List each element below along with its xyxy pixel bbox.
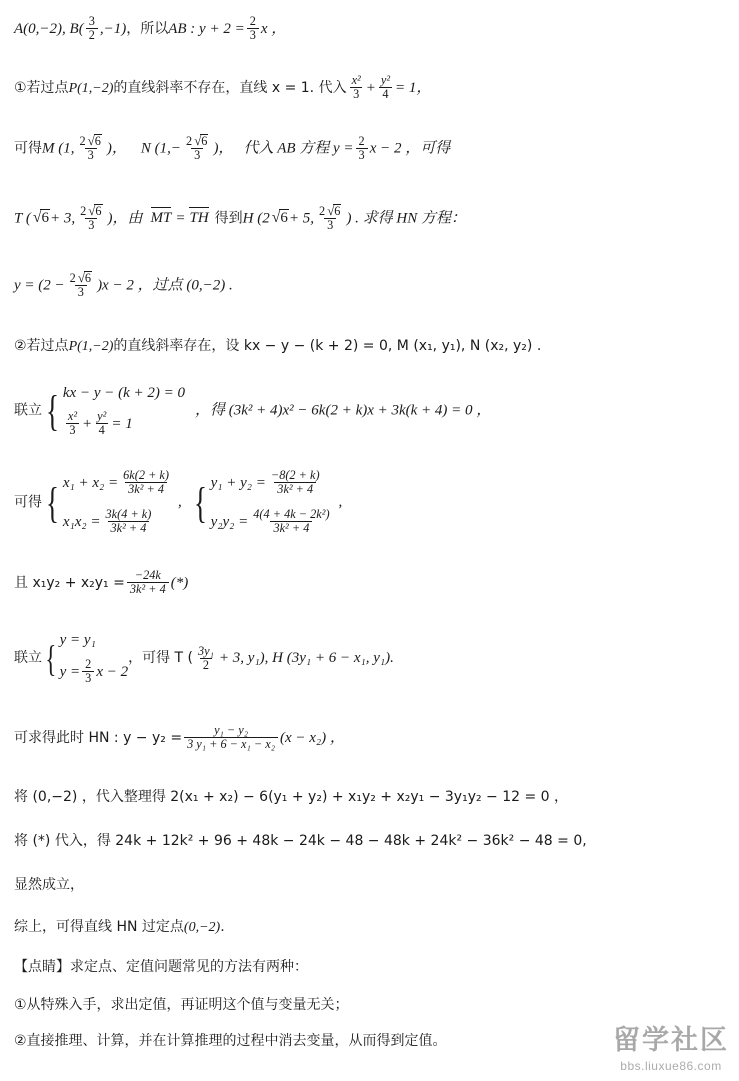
line4-part-b: + 3, [49,210,76,227]
text-line-14 [14,877,84,894]
fraction-prod-y: $\frac{\text{4(4 + 4k − 2k²)}}{\text{3k² + 4}}$ [253,507,330,536]
line4-part-f: + 5, [288,210,315,227]
line7-part-b: ，得 (3k² + 4)x² − 6k(2 + k)x + 3k(k + 4) = 0 ， [195,402,492,419]
line13-text: 将 (*) 代入，得 24k + 12k² + 96 + 48k − 24k − 48 − 48k + 24k² − 36k² − 48 = 0, [14,833,587,849]
text-line-6 [14,338,541,355]
text-line-7-system [14,385,491,437]
sqrt-6-d: √6 [88,203,102,219]
line10-part-c: + 3, y₁), H (3y₁ + 6 − x₁, y₁). [218,650,394,667]
watermark [613,1018,729,1073]
fraction-two-thirds-3: $\frac{2}{3}$ [82,658,94,685]
fraction-sum-y: $\frac{-8(2 + k)}{\text{3k² + 4}}$ [270,468,320,497]
text-line-11 [14,725,345,752]
system-1-equations [63,385,185,437]
text-line-5 [14,272,233,300]
line8-label: 可得 [14,494,42,511]
line7-label: 联立 [14,402,42,419]
line15-part-c: . [220,919,225,935]
line16-text: 【点睛】求定点、定值问题常见的方法有两种： [14,959,308,975]
text-line-1 [14,16,286,43]
fraction-three-halves: $\frac{3}{2}$ [86,15,98,42]
line15-part-a: 综上，可得直线 HN 过定点 [14,919,184,935]
text-line-4: T ( √6+ 3, $\frac{2 √6}{3}$ )，由 MT = TH 得到H (2 √6+ 5, $\frac{2 √6}{3}$ ) . 求得 HN 方程： [14,203,467,233]
line2-part-a: ①若过点 [14,79,69,96]
sqrt-6-c: √6 [32,209,49,227]
system-3-equations [60,632,128,685]
fraction-two-thirds-2: $\frac{2}{3}$ [356,135,368,162]
line3-part-f: 代入 AB 方程 y = [243,140,354,157]
line11-part-a: 可求得此时 HN : y − y₂ = [14,729,183,746]
system-1-eq-1: kx − y − (k + 2) = 0 [62,385,185,401]
prod-x-equation: x₁x₂ = $\frac{3k(4 + k)}{\text{3k² + 4}}$ [63,509,174,536]
line1-part-a: A(0,−2), B( [14,20,84,37]
line10-label: 联立 [14,650,42,667]
fraction-y2-over-4-b: $\frac{\text{y²}}{4}$ [97,408,107,437]
text-line-16 [14,959,308,976]
line4-part-d: 得到 [214,210,243,227]
fraction-2sqrt6-3-c: $\frac{2 √6}{3}$ [80,203,102,233]
text-line-12 [14,789,568,806]
line5-part-b: )x − 2 ，过点 (0,−2) . [97,277,233,294]
text-line-3 [14,135,450,163]
line2-point-p: P(1,−2) [68,80,114,96]
line4-part-g: ) . 求得 HN 方程： [346,210,467,227]
fraction-x2-over-3-b: $\frac{\text{x²}}{3}$ [67,408,78,437]
line3-part-e: )， [213,140,234,157]
system-3-eq-1: y = y₁ [59,632,96,648]
line3-part-d: N (1,− [140,140,182,157]
text-line-15 [14,919,225,936]
line10-part-b: ，可得 T ( [128,650,194,667]
fraction-y2-over-4: $\frac{\text{y²}}{4}$ [380,73,391,102]
sqrt-6-g: √6 [77,270,92,286]
line2-part-d: = 1， [395,79,432,96]
line3-part-b: M (1, [42,140,75,157]
fraction-star: $\frac{-24k}{\text{3k² + 4}}$ [127,569,169,596]
brace-system-1: { [45,386,59,435]
text-line-10-system [14,632,394,685]
fraction-prod-x: $\frac{3k(4 + k)}{\text{3k² + 4}}$ [105,507,152,536]
line12-text: 将 (0,−2) ，代入整理得 2(x₁ + x₂) − 6(y₁ + y₂) + x₁y₂ + x₂y₁ − 3y₁y₂ − 12 = 0 ， [14,789,569,805]
vector-th: TH [189,210,209,227]
line3-part-c: )， [106,140,127,157]
text-line-13 [14,833,587,850]
sum-y-equation: y₁ + y₂ = $\frac{-8(2 + k)}{\text{3k² + 4}}$ [211,470,335,497]
brace-system-2a: { [45,478,59,527]
fraction-x2-over-3: $\frac{\text{x²}}{3}$ [351,73,361,102]
fraction-2sqrt6-3-e: $\frac{2 √6}{3}$ [69,270,92,300]
sqrt-6-a: √6 [87,133,101,149]
line2-part-c: 的直线斜率不存在，直线 x = 1. 代入 [113,79,347,96]
fraction-slope-hn: $\frac{\text{y₁ − y₂}}{\text{3 y₁ + 6 − x₁ − x₂}}$ [184,724,278,751]
line11-part-b: (x − x₂) ， [279,729,345,746]
brace-system-2b: { [193,478,207,527]
line3-part-g: x − 2 ，可得 [369,140,451,157]
fraction-sum-x: $\frac{6k(2 + k)}{\text{3k² + 4}}$ [123,468,169,497]
fraction-2sqrt6-3-a: $\frac{2 √6}{3}$ [79,133,101,163]
fraction-2sqrt6-3-b: $\frac{2 √6}{3}$ [186,133,208,163]
sum-x-equation: x₁ + x₂ = $\frac{6k(2 + k)}{\text{3k² + 4}}$ [63,470,174,497]
text-line-9 [14,570,188,597]
text-line-17 [14,997,349,1014]
sqrt-6-b: √6 [194,133,208,149]
watermark-brand: 留学社区 [613,1025,729,1055]
line14-text: 显然成立， [14,877,84,893]
fraction-two-thirds-1: $\frac{2}{3}$ [247,15,259,42]
fraction-3y1-over-2: $\frac{\text{3y₁}}{2}$ [198,643,214,672]
brace-system-3: { [45,637,57,679]
sqrt-6-e: √6 [271,209,288,227]
text-line-2: ①若过点P(1,−2)的直线斜率不存在，直线 x = 1. 代入 $\frac{\text{x²}}{3}$ + $\frac{\text{y²}}{4}$ = 1， [14,73,432,102]
text-line-18 [14,1033,447,1050]
line6-part-a: ②若过点 [14,338,69,354]
system-3-eq-2: y = $\frac{2}{3}$ x − 2 [59,656,129,685]
text-line-8-systems: 可得 { x₁ + x₂ = $\frac{6k(2 + k)}{\text{3k² + 4}}$ x₁x₂ = $\frac{3k(4 + k)}{\text{3k² + 4}}$ , { y₁ + y₂ = $\frac{-8(2 + k)}{\text{3k² + 4}}$ y₂y₂ = $\frac{\text{4(4 + 4k − 2k²)}}{\text{3k² + 4}}$ , [14,468,343,536]
line4-part-e: H (2 [242,210,270,227]
line9-part-a: 且 x₁y₂ + x₂y₁ = [14,574,125,591]
system-1-eq-2: $\frac{\text{x²}}{3}$ + $\frac{\text{y²}}{4}$ = 1 [63,411,185,438]
system-2a-equations [63,470,174,536]
watermark-site: bbs.liuxue86.com [620,1059,722,1073]
line1-part-e: x ， [260,20,287,37]
sqrt-6-f: √6 [327,203,341,219]
line5-part-a: y = (2 − [14,277,65,294]
line1-part-b: ,−1) [99,20,127,37]
line4-part-c: )，由 [107,210,143,227]
line15-fixed-point: (0,−2) [183,920,221,935]
line1-part-c: ，所以 [126,20,169,37]
line18-text: ②直接推理、计算，并在计算推理的过程中消去变量，从而得到定值。 [14,1033,447,1049]
line3-part-a: 可得 [14,140,42,157]
line6-point-p: P(1,−2) [68,339,114,354]
line6-part-c: 的直线斜率存在，设 kx − y − (k + 2) = 0, M (x₁, y₁), N (x₂, y₂) . [113,338,542,354]
line4-part-a: T ( [14,210,31,227]
line17-text: ①从特殊入手，求出定值，再证明这个值与变量无关； [14,997,349,1013]
line1-part-d: AB : y + 2 = [168,20,245,37]
prod-y-equation: y₂y₂ = $\frac{\text{4(4 + 4k − 2k²)}}{\text{3k² + 4}}$ [211,509,335,536]
line9-star-mark: (*) [170,574,189,591]
fraction-2sqrt6-3-d: $\frac{2 √6}{3}$ [319,203,341,233]
vector-mt: MT [150,210,172,227]
system-2b-equations [211,470,335,536]
